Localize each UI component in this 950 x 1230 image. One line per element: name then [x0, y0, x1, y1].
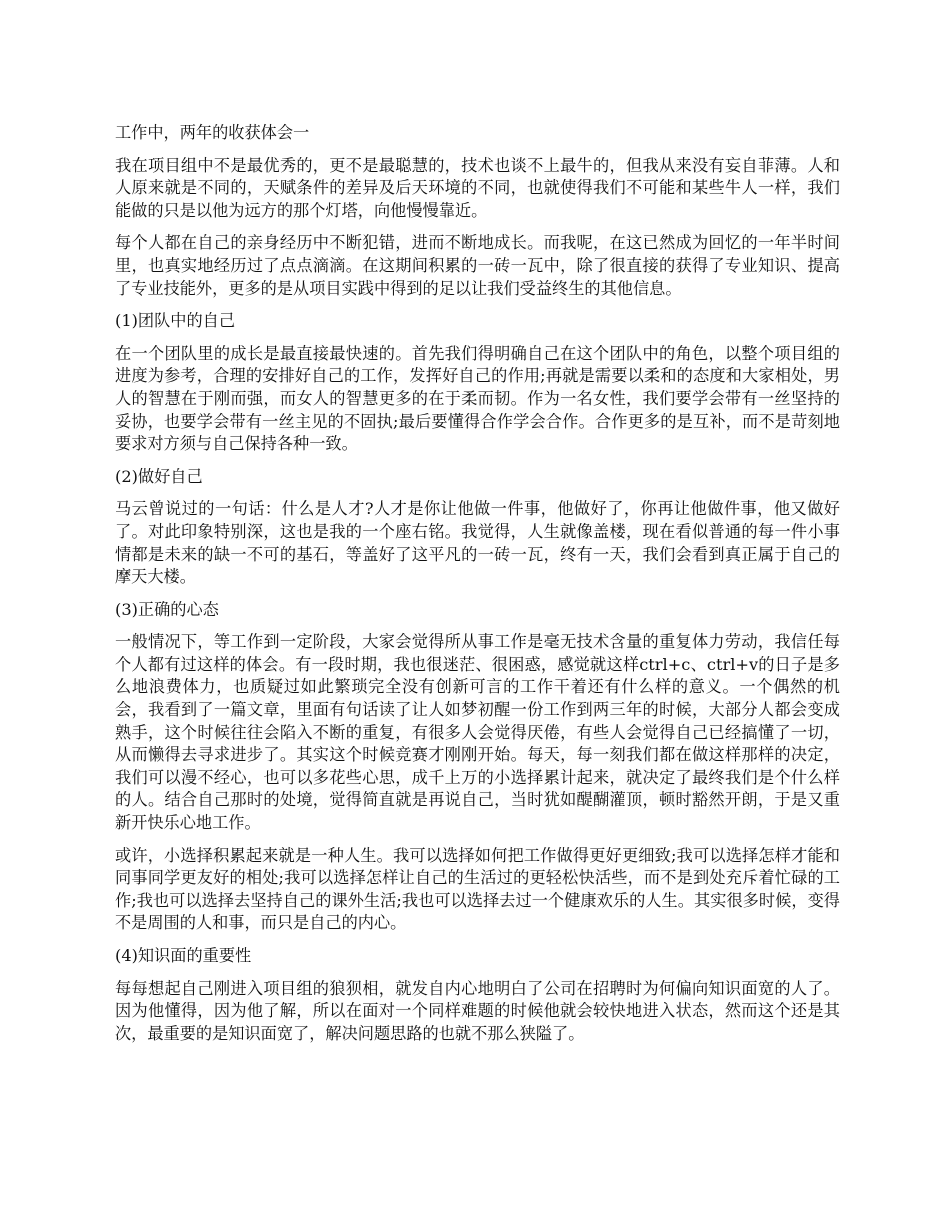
paragraph-mindset: 一般情况下，等工作到一定阶段，大家会觉得所从事工作是毫无技术含量的重复体力劳动，我信任每个人都有过这样的体会。有一段时期，我也很迷茫、很困惑，感觉就这样ctrl+c、ctrl+v的日子是多么地浪费体力，也质疑过如此繁琐完全没有创新可言的工作干着还有什么样的意义。一个偶然的机会，我看到了一篇文章，里面有句话读了让人如梦初醒一份工作到两三年的时候，大部分人都会变成熟手，这个时候往往会陷入不断的重复，有很多人会觉得厌倦，有些人会觉得自己已经搞懂了一切，从而懒得去寻求进步了。其实这个时候竞赛才刚刚开始。每天，每一刻我们都在做这样那样的决定，我们可以漫不经心，也可以多花些心思，成千上万的小选择累计起来，就决定了最终我们是个什么样的人。结合自己那时的处境，觉得简直就是再说自己，当时犹如醍醐灌顶，顿时豁然开朗，于是又重新开快乐心地工作。: [115, 632, 840, 833]
section-heading-team: (1)团队中的自己: [115, 311, 236, 331]
paragraph-growth: 每个人都在自己的亲身经历中不断犯错，进而不断地成长。而我呢，在这已然成为回忆的一年半时间里，也真实地经历过了点点滴滴。在这期间积累的一砖一瓦中，除了很直接的获得了专业知识、提高了专业技能外，更多的是从项目实践中得到的足以让我们受益终生的其他信息。: [115, 233, 840, 298]
paragraph-self: 马云曾说过的一句话：什么是人才?人才是你让他做一件事，他做好了，你再让他做件事，他又做好了。对此印象特别深，这也是我的一个座右铭。我觉得，人生就像盖楼，现在看似普通的每一件小事情都是未来的缺一不可的基石，等盖好了这平凡的一砖一瓦，终有一天，我们会看到真正属于自己的摩天大楼。: [115, 499, 840, 587]
paragraph-intro: 我在项目组中不是最优秀的，更不是最聪慧的，技术也谈不上最牛的，但我从来没有妄自菲薄。人和人原来就是不同的，天赋条件的差异及后天环境的不同，也就使得我们不可能和某些牛人一样，我们能做的只是以他为远方的那个灯塔，向他慢慢靠近。: [115, 155, 840, 220]
paragraph-team: 在一个团队里的成长是最直接最快速的。首先我们得明确自己在这个团队中的角色，以整个项目组的进度为参考，合理的安排好自己的工作，发挥好自己的作用;再就是需要以柔和的态度和大家相处，男人的智慧在于刚而强，而女人的智慧更多的在于柔而韧。作为一名女性，我们要学会带有一丝坚持的妥协，也要学会带有一丝主见的不固执;最后要懂得合作学会合作。合作更多的是互补，而不是苛刻地要求对方须与自己保持各种一致。: [115, 343, 840, 454]
document-title: 工作中，两年的收获体会一: [115, 123, 310, 142]
document-body: [115, 122, 840, 1055]
paragraph-knowledge: 每每想起自己刚进入项目组的狼狈相，就发自内心地明白了公司在招聘时为何偏向知识面宽的人了。因为他懂得，因为他了解，所以在面对一个同样难题的时候他就会较快地进入状态，然而这个还是其次，最重要的是知识面宽了，解决问题思路的也就不那么狭隘了。: [115, 978, 840, 1043]
paragraph-choices: 或许，小选择积累起来就是一种人生。我可以选择如何把工作做得更好更细致;我可以选择怎样才能和同事同学更友好的相处;我可以选择怎样让自己的生活过的更轻松快活些，而不是到处充斥着忙碌的工作;我也可以选择去坚持自己的课外生活;我也可以选择去过一个健康欢乐的人生。其实很多时候，变得不是周围的人和事，而只是自己的内心。: [115, 845, 840, 933]
section-heading-knowledge: (4)知识面的重要性: [115, 946, 252, 965]
section-heading-mindset: (3)正确的心态: [115, 599, 219, 619]
section-heading-self: (2)做好自己: [115, 466, 203, 486]
